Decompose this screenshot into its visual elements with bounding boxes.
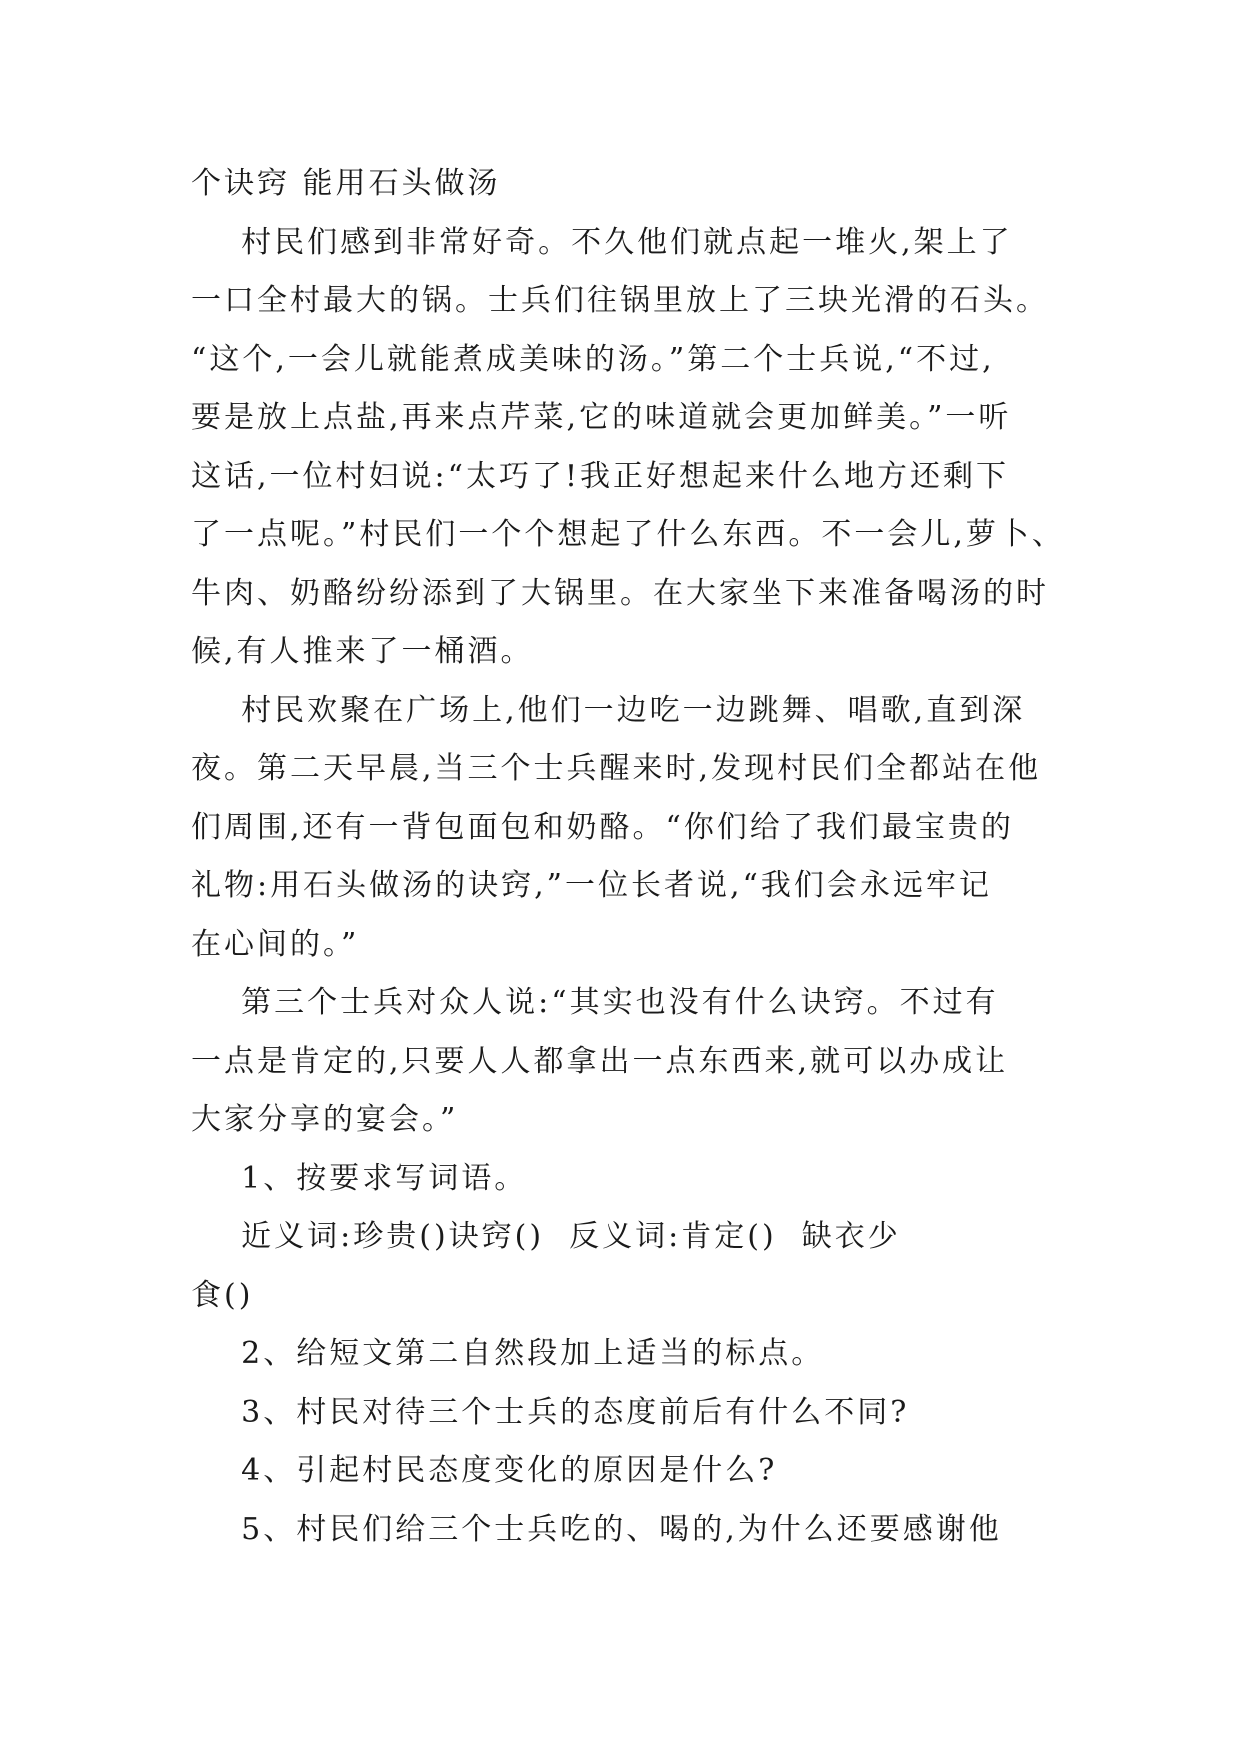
- question-line: 近义词:珍贵()诀窍() 反义词:肯定() 缺衣少: [191, 1219, 901, 1254]
- text-line: 这话,一位村妇说:“太巧了!我正好想起来什么地方还剩下: [191, 458, 1010, 494]
- text-line: 要是放上点盐,再来点芹菜,它的味道就会更加鲜美。”一听: [191, 400, 1012, 435]
- text-line: 个诀窍 能用石头做汤: [191, 166, 501, 201]
- text-line: 村民欢聚在广场上,他们一边吃一边跳舞、唱歌,直到深: [191, 692, 1026, 728]
- text-line: 夜。第二天早晨,当三个士兵醒来时,发现村民们全都站在他: [191, 751, 1042, 786]
- question-line: 4、引起村民态度变化的原因是什么?: [191, 1453, 778, 1488]
- text-line: 候,有人推来了一桶酒。: [191, 634, 534, 669]
- question-line: 1、按要求写词语。: [191, 1160, 528, 1196]
- question-line: 3、村民对待三个士兵的态度前后有什么不同?: [191, 1394, 910, 1430]
- text-line: 一点是肯定的,只要人人都拿出一点东西来,就可以办成让: [191, 1043, 1009, 1079]
- text-line: 村民们感到非常好奇。不久他们就点起一堆火,架上了: [191, 224, 1013, 260]
- text-line: 在心间的。”: [191, 926, 360, 962]
- text-line: 礼物:用石头做汤的诀窍,”一位长者说,“我们会永远牢记: [191, 868, 992, 903]
- document-text: [191, 155, 1065, 1559]
- text-line: “这个,一会儿就能煮成美味的汤。”第二个士兵说,“不过,: [191, 341, 995, 377]
- text-line: 了一点呢。”村民们一个个想起了什么东西。不一会儿,萝卜、: [191, 517, 1065, 552]
- text-line: 第三个士兵对众人说:“其实也没有什么诀窍。不过有: [191, 985, 999, 1020]
- text-line: 们周围,还有一背包面包和奶酪。“你们给了我们最宝贵的: [191, 809, 1014, 845]
- text-line: 一口全村最大的锅。士兵们往锅里放上了三块光滑的石头。: [191, 283, 1049, 318]
- text-line: 大家分享的宴会。”: [191, 1102, 459, 1137]
- question-line: 2、给短文第二自然段加上适当的标点。: [191, 1336, 825, 1371]
- question-line: 5、村民们给三个士兵吃的、喝的,为什么还要感谢他: [191, 1511, 1002, 1547]
- question-line: 食(): [191, 1277, 254, 1313]
- text-line: 牛肉、奶酪纷纷添到了大锅里。在大家坐下来准备喝汤的时: [191, 575, 1049, 611]
